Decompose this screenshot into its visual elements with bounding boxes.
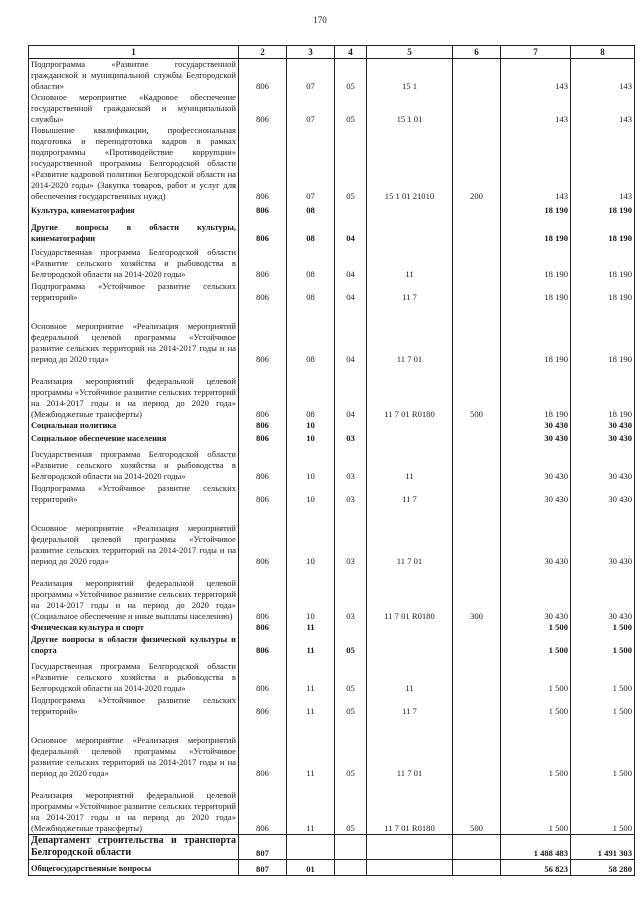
code-cell-subsection: 04 xyxy=(335,303,367,365)
amount-cell-year2: 1 491 303 xyxy=(571,834,635,859)
code-cell-subsection: 04 xyxy=(335,365,367,420)
amount-cell-year1: 30 430 xyxy=(501,431,571,444)
name-cell: Социальная политика xyxy=(29,420,239,431)
code-cell-expense-type xyxy=(453,216,501,244)
name-cell: Социальное обеспечение населения xyxy=(29,431,239,444)
column-header: 1 xyxy=(29,46,239,59)
code-cell-expense-type xyxy=(453,444,501,482)
code-cell-admin: 806 xyxy=(239,280,287,303)
table-row xyxy=(29,779,635,834)
code-cell-target: 15 1 xyxy=(367,59,453,93)
table-row xyxy=(29,420,635,431)
table-row xyxy=(29,656,635,694)
code-cell-expense-type xyxy=(453,59,501,93)
table-row xyxy=(29,444,635,482)
amount-cell-year1: 1 500 xyxy=(501,633,571,656)
code-cell-admin: 807 xyxy=(239,859,287,875)
amount-cell-year1: 18 190 xyxy=(501,216,571,244)
name-cell: Другие вопросы в области физической культуры и спорта xyxy=(29,633,239,656)
amount-cell-year1: 143 xyxy=(501,59,571,93)
code-cell-admin: 806 xyxy=(239,92,287,125)
table-row xyxy=(29,717,635,779)
code-cell-target: 11 xyxy=(367,656,453,694)
code-cell-target: 11 7 01 R0180 xyxy=(367,567,453,622)
name-cell: Реализация мероприятий федеральной целевой программы «Устойчивое развитие сельских территорий на 2014-2017 годы и на период до 2020 года» (Межбюджетные трансферты) xyxy=(29,365,239,420)
code-cell-target: 11 7 01 xyxy=(367,717,453,779)
table-row xyxy=(29,431,635,444)
table-row xyxy=(29,834,635,859)
code-cell-section: 07 xyxy=(287,125,335,202)
code-cell-subsection xyxy=(335,622,367,633)
code-cell-section: 11 xyxy=(287,656,335,694)
table-row xyxy=(29,92,635,125)
amount-cell-year2: 18 190 xyxy=(571,216,635,244)
code-cell-expense-type xyxy=(453,482,501,505)
code-cell-section: 08 xyxy=(287,303,335,365)
table-row xyxy=(29,202,635,216)
name-cell: Основное мероприятие «Кадровое обеспечение государственной гражданской и муниципальной службы» xyxy=(29,92,239,125)
code-cell-admin: 806 xyxy=(239,125,287,202)
code-cell-section: 11 xyxy=(287,622,335,633)
amount-cell-year2: 30 430 xyxy=(571,505,635,567)
amount-cell-year2: 143 xyxy=(571,59,635,93)
code-cell-target: 11 xyxy=(367,444,453,482)
code-cell-target: 11 7 xyxy=(367,280,453,303)
name-cell: Государственная программа Белгородской области «Развитие сельского хозяйства и рыбоводства в Белгородской области на 2014-2020 годы» xyxy=(29,444,239,482)
code-cell-section: 08 xyxy=(287,365,335,420)
amount-cell-year2: 18 190 xyxy=(571,244,635,280)
amount-cell-year2: 1 500 xyxy=(571,694,635,717)
table-row xyxy=(29,505,635,567)
table-row xyxy=(29,622,635,633)
code-cell-section: 11 xyxy=(287,779,335,834)
amount-cell-year2: 18 190 xyxy=(571,202,635,216)
name-cell: Основное мероприятие «Реализация мероприятий федеральной целевой программы «Устойчивое развитие сельских территорий на 2014-2017 годы и на период до 2020 года» xyxy=(29,505,239,567)
name-cell: Повышение квалификации, профессиональная подготовка и переподготовка кадров в рамках подпрограммы «Противодействие коррупции» государственной программы Белгородской области «Развитие кадровой политики Белгородской области на 2014-2020 годы» (Закупка товаров, работ и услуг для обеспечения государственных нужд) xyxy=(29,125,239,202)
code-cell-subsection: 03 xyxy=(335,482,367,505)
amount-cell-year1: 30 430 xyxy=(501,505,571,567)
table-row xyxy=(29,859,635,875)
code-cell-subsection: 04 xyxy=(335,244,367,280)
code-cell-target: 15 1 01 xyxy=(367,92,453,125)
amount-cell-year2: 30 430 xyxy=(571,444,635,482)
name-cell: Другие вопросы в области культуры, кинематографии xyxy=(29,216,239,244)
code-cell-expense-type xyxy=(453,834,501,859)
code-cell-section: 07 xyxy=(287,59,335,93)
amount-cell-year2: 143 xyxy=(571,125,635,202)
table-row xyxy=(29,694,635,717)
budget-table xyxy=(28,45,635,876)
code-cell-expense-type: 500 xyxy=(453,365,501,420)
column-header: 5 xyxy=(367,46,453,59)
amount-cell-year1: 56 823 xyxy=(501,859,571,875)
name-cell: Основное мероприятие «Реализация мероприятий федеральной целевой программы «Устойчивое развитие сельских территорий на 2014-2017 годы и на период до 2020 года» xyxy=(29,717,239,779)
amount-cell-year2: 30 430 xyxy=(571,482,635,505)
code-cell-section: 11 xyxy=(287,633,335,656)
name-cell: Реализация мероприятий федеральной целевой программы «Устойчивое развитие сельских территорий на 2014-2017 годы и на период до 2020 года» (Межбюджетные трансферты) xyxy=(29,779,239,834)
code-cell-section: 01 xyxy=(287,859,335,875)
amount-cell-year2: 1 500 xyxy=(571,622,635,633)
code-cell-admin: 806 xyxy=(239,59,287,93)
code-cell-admin: 806 xyxy=(239,216,287,244)
amount-cell-year1: 30 430 xyxy=(501,444,571,482)
code-cell-admin: 806 xyxy=(239,482,287,505)
code-cell-subsection: 05 xyxy=(335,92,367,125)
code-cell-target xyxy=(367,859,453,875)
code-cell-admin: 806 xyxy=(239,779,287,834)
code-cell-expense-type xyxy=(453,280,501,303)
column-header: 6 xyxy=(453,46,501,59)
code-cell-target: 15 1 01 21010 xyxy=(367,125,453,202)
code-cell-section: 10 xyxy=(287,567,335,622)
code-cell-subsection: 05 xyxy=(335,694,367,717)
code-cell-subsection: 03 xyxy=(335,505,367,567)
code-cell-target: 11 xyxy=(367,244,453,280)
code-cell-target xyxy=(367,633,453,656)
amount-cell-year2: 1 500 xyxy=(571,779,635,834)
code-cell-target: 11 7 xyxy=(367,482,453,505)
code-cell-admin: 806 xyxy=(239,633,287,656)
amount-cell-year1: 143 xyxy=(501,125,571,202)
table-row xyxy=(29,567,635,622)
table-row xyxy=(29,244,635,280)
table-row xyxy=(29,125,635,202)
code-cell-admin: 806 xyxy=(239,694,287,717)
code-cell-subsection xyxy=(335,834,367,859)
code-cell-expense-type: 500 xyxy=(453,779,501,834)
amount-cell-year1: 18 190 xyxy=(501,365,571,420)
code-cell-section: 08 xyxy=(287,280,335,303)
code-cell-subsection xyxy=(335,859,367,875)
code-cell-section: 07 xyxy=(287,92,335,125)
name-cell: Государственная программа Белгородской области «Развитие сельского хозяйства и рыбоводства в Белгородской области на 2014-2020 годы» xyxy=(29,656,239,694)
column-header: 7 xyxy=(501,46,571,59)
code-cell-subsection: 03 xyxy=(335,567,367,622)
code-cell-admin: 806 xyxy=(239,202,287,216)
code-cell-expense-type xyxy=(453,303,501,365)
code-cell-target xyxy=(367,202,453,216)
code-cell-subsection: 05 xyxy=(335,717,367,779)
code-cell-expense-type xyxy=(453,431,501,444)
code-cell-admin: 806 xyxy=(239,505,287,567)
code-cell-expense-type xyxy=(453,656,501,694)
code-cell-subsection: 05 xyxy=(335,633,367,656)
column-header: 8 xyxy=(571,46,635,59)
name-cell: Государственная программа Белгородской области «Развитие сельского хозяйства и рыбоводства в Белгородской области на 2014-2020 годы» xyxy=(29,244,239,280)
code-cell-subsection: 05 xyxy=(335,779,367,834)
table-row xyxy=(29,365,635,420)
name-cell: Подпрограмма «Устойчивое развитие сельских территорий» xyxy=(29,280,239,303)
code-cell-expense-type xyxy=(453,420,501,431)
code-cell-expense-type: 300 xyxy=(453,567,501,622)
code-cell-admin: 806 xyxy=(239,656,287,694)
amount-cell-year2: 18 190 xyxy=(571,280,635,303)
code-cell-expense-type xyxy=(453,92,501,125)
code-cell-admin: 806 xyxy=(239,365,287,420)
name-cell: Подпрограмма «Устойчивое развитие сельских территорий» xyxy=(29,694,239,717)
amount-cell-year1: 1 488 483 xyxy=(501,834,571,859)
amount-cell-year1: 30 430 xyxy=(501,482,571,505)
code-cell-expense-type xyxy=(453,859,501,875)
amount-cell-year2: 1 500 xyxy=(571,633,635,656)
code-cell-admin: 806 xyxy=(239,567,287,622)
name-cell: Подпрограмма «Развитие государственной гражданской и муниципальной службы Белгородской области» xyxy=(29,59,239,93)
code-cell-target: 11 7 01 xyxy=(367,505,453,567)
name-cell: Общегосударственные вопросы xyxy=(29,859,239,875)
column-header: 2 xyxy=(239,46,287,59)
code-cell-admin: 806 xyxy=(239,717,287,779)
amount-cell-year1: 1 500 xyxy=(501,779,571,834)
code-cell-section: 10 xyxy=(287,444,335,482)
amount-cell-year2: 1 500 xyxy=(571,656,635,694)
code-cell-section: 11 xyxy=(287,717,335,779)
amount-cell-year2: 18 190 xyxy=(571,303,635,365)
amount-cell-year1: 143 xyxy=(501,92,571,125)
name-cell: Культура, кинематография xyxy=(29,202,239,216)
amount-cell-year1: 1 500 xyxy=(501,694,571,717)
column-header: 4 xyxy=(335,46,367,59)
amount-cell-year1: 18 190 xyxy=(501,280,571,303)
amount-cell-year1: 18 190 xyxy=(501,202,571,216)
code-cell-admin: 806 xyxy=(239,444,287,482)
code-cell-section: 08 xyxy=(287,244,335,280)
amount-cell-year2: 1 500 xyxy=(571,717,635,779)
name-cell: Департамент строительства и транспорта Белгородской области xyxy=(29,834,239,859)
amount-cell-year1: 1 500 xyxy=(501,622,571,633)
code-cell-admin: 806 xyxy=(239,431,287,444)
amount-cell-year2: 143 xyxy=(571,92,635,125)
amount-cell-year1: 30 430 xyxy=(501,567,571,622)
amount-cell-year2: 30 430 xyxy=(571,567,635,622)
name-cell: Основное мероприятие «Реализация мероприятий федеральной целевой программы «Устойчивое развитие сельских территорий на 2014-2017 годы и на период до 2020 года» xyxy=(29,303,239,365)
page-number: 170 xyxy=(313,15,327,25)
amount-cell-year2: 30 430 xyxy=(571,420,635,431)
code-cell-expense-type xyxy=(453,633,501,656)
table-row xyxy=(29,303,635,365)
amount-cell-year1: 30 430 xyxy=(501,420,571,431)
amount-cell-year1: 1 500 xyxy=(501,656,571,694)
code-cell-expense-type: 200 xyxy=(453,125,501,202)
table-row xyxy=(29,216,635,244)
code-cell-admin: 806 xyxy=(239,420,287,431)
name-cell: Физическая культура и спорт xyxy=(29,622,239,633)
code-cell-subsection: 03 xyxy=(335,431,367,444)
column-header: 3 xyxy=(287,46,335,59)
code-cell-expense-type xyxy=(453,694,501,717)
code-cell-expense-type xyxy=(453,202,501,216)
code-cell-admin: 807 xyxy=(239,834,287,859)
code-cell-section: 10 xyxy=(287,482,335,505)
code-cell-target xyxy=(367,431,453,444)
table-row xyxy=(29,280,635,303)
code-cell-subsection: 04 xyxy=(335,280,367,303)
code-cell-subsection: 05 xyxy=(335,125,367,202)
code-cell-admin: 806 xyxy=(239,303,287,365)
name-cell: Реализация мероприятий федеральной целевой программы «Устойчивое развитие сельских территорий на 2014-2017 годы и на период до 2020 года» (Социальное обеспечение и иные выплаты населению) xyxy=(29,567,239,622)
amount-cell-year1: 1 500 xyxy=(501,717,571,779)
code-cell-expense-type xyxy=(453,622,501,633)
code-cell-subsection: 05 xyxy=(335,656,367,694)
code-cell-target: 11 7 01 R0180 xyxy=(367,779,453,834)
code-cell-target xyxy=(367,834,453,859)
amount-cell-year2: 58 280 xyxy=(571,859,635,875)
code-cell-section: 10 xyxy=(287,420,335,431)
code-cell-subsection: 04 xyxy=(335,216,367,244)
amount-cell-year1: 18 190 xyxy=(501,244,571,280)
code-cell-section xyxy=(287,834,335,859)
code-cell-target xyxy=(367,216,453,244)
amount-cell-year2: 18 190 xyxy=(571,365,635,420)
code-cell-admin: 806 xyxy=(239,622,287,633)
code-cell-subsection xyxy=(335,202,367,216)
code-cell-target: 11 7 xyxy=(367,694,453,717)
code-cell-section: 08 xyxy=(287,216,335,244)
code-cell-subsection: 03 xyxy=(335,444,367,482)
table-row xyxy=(29,633,635,656)
code-cell-section: 08 xyxy=(287,202,335,216)
table-header-row xyxy=(29,46,635,59)
code-cell-expense-type xyxy=(453,505,501,567)
amount-cell-year1: 18 190 xyxy=(501,303,571,365)
code-cell-target: 11 7 01 R0180 xyxy=(367,365,453,420)
code-cell-target: 11 7 01 xyxy=(367,303,453,365)
table-row xyxy=(29,482,635,505)
code-cell-subsection xyxy=(335,420,367,431)
table-row xyxy=(29,59,635,93)
code-cell-admin: 806 xyxy=(239,244,287,280)
amount-cell-year2: 30 430 xyxy=(571,431,635,444)
code-cell-subsection: 05 xyxy=(335,59,367,93)
name-cell: Подпрограмма «Устойчивое развитие сельских территорий» xyxy=(29,482,239,505)
code-cell-section: 10 xyxy=(287,505,335,567)
code-cell-target xyxy=(367,622,453,633)
code-cell-target xyxy=(367,420,453,431)
code-cell-expense-type xyxy=(453,717,501,779)
code-cell-expense-type xyxy=(453,244,501,280)
code-cell-section: 11 xyxy=(287,694,335,717)
code-cell-section: 10 xyxy=(287,431,335,444)
